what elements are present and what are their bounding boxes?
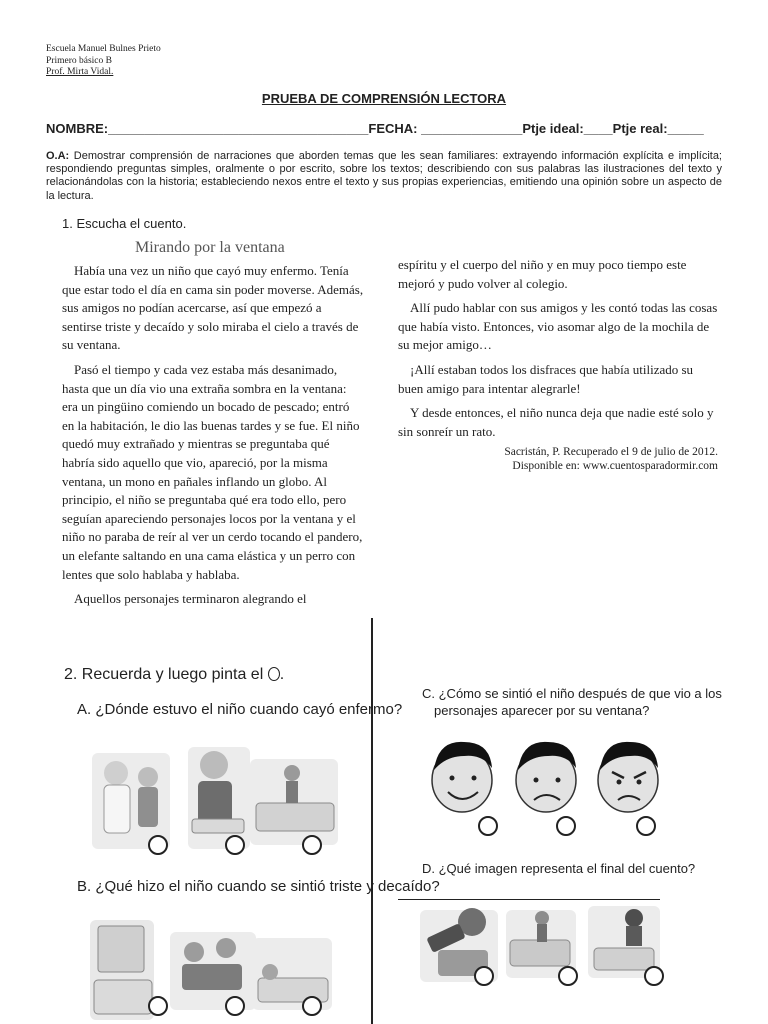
question-c <box>422 685 722 719</box>
question-c-line-2: personajes aparecer por su ventana? <box>434 703 650 718</box>
story-paragraph-1: Había una vez un niño que cayó muy enfermo. Tenía que estar todo el día en cama sin poder moverse. Además, sus amigos no podían acercarse, así que empezó a sentirse triste y decaído y solo miraba el cielo a través de su ventana. <box>62 263 364 353</box>
story-left-column <box>62 262 364 609</box>
answer-b2-circle[interactable] <box>225 996 245 1016</box>
child-in-bed-image <box>250 759 338 845</box>
answer-a3-circle[interactable] <box>302 835 322 855</box>
teacher: Prof. Mirta Vidal. <box>46 67 114 77</box>
answer-b1-circle[interactable] <box>148 996 168 1016</box>
story-paragraph-3: Aquellos personajes terminaron alegrando el <box>74 591 307 607</box>
school-name: Escuela Manuel Bulnes Prieto <box>46 44 161 54</box>
column-divider <box>371 618 373 1024</box>
grade: Primero básico B <box>46 55 112 66</box>
story-paragraph-4: espíritu y el cuerpo del niño y en muy poco tiempo este mejoró y pudo volver al colegio. <box>398 257 687 291</box>
answer-d3-circle[interactable] <box>644 966 664 986</box>
question-d-images <box>418 904 672 984</box>
school-header <box>46 44 161 79</box>
story-right-column <box>398 256 718 473</box>
kids-playing-image <box>170 932 256 1010</box>
question-c-faces <box>428 734 668 818</box>
question-a: A. ¿Dónde estuvo el niño cuando cayó enfermo? <box>77 701 403 718</box>
answer-d2-circle[interactable] <box>558 966 578 986</box>
boy-reading-image <box>188 747 250 849</box>
objective-label: O.A: <box>46 150 70 162</box>
answer-c3-circle[interactable] <box>636 816 656 836</box>
question-d-divider <box>398 899 660 900</box>
question-b: B. ¿Qué hizo el niño cuando se sintió triste y decaído? <box>77 878 440 895</box>
story-title: Mirando por la ventana <box>135 239 285 256</box>
answer-a1-circle[interactable] <box>148 835 168 855</box>
answer-d1-circle[interactable] <box>474 966 494 986</box>
question-d: D. ¿Qué imagen representa el final del cuento? <box>422 861 696 876</box>
answer-c2-circle[interactable] <box>556 816 576 836</box>
step-2-instruction: 2. Recuerda y luego pinta el . <box>64 666 285 683</box>
sad-face-icon <box>516 742 576 812</box>
circle-icon <box>268 667 280 681</box>
story-paragraph-6: ¡Allí estaban todos los disfraces que había utilizado su buen amigo para intentar alegrarle! <box>398 361 694 396</box>
reference-line-2: Disponible en: www.cuentosparadormir.com <box>512 460 718 473</box>
looking-window-image <box>90 920 154 1020</box>
answer-a2-circle[interactable] <box>225 835 245 855</box>
answer-b3-circle[interactable] <box>302 996 322 1016</box>
story-reference <box>398 445 718 473</box>
story-paragraph-7: Y desde entonces, el niño nunca deja que nadie esté solo y sin sonreír un rato. <box>398 405 714 439</box>
name-date-score-line: NOMBRE:____________________________________FECHA: ______________Ptje ideal:____Ptje real:_____ <box>46 121 704 136</box>
happy-face-icon <box>432 742 492 812</box>
angry-face-icon <box>598 742 658 812</box>
page-title: PRUEBA DE COMPRENSIÓN LECTORA <box>261 91 507 106</box>
story-paragraph-2: Pasó el tiempo y cada vez estaba más desanimado, hasta que un día vio una extraña sombra en la ventana: era un pingüino comiendo un bocado de pescado; entró en la habitación, le dio las buenas tardes y se fue. El niño quedó muy extrañado y mientras se preguntaba qué habría sido aquello que vio, apareció, por la misma ventana, un mono en pañales inflando un globo. Al principio, el niño se preguntaba qué era todo ello, pero seguían apareciendo personajes locos por la ventana y el niño no paraba de reír al ver un cerdo tocando el pandero, un elefante saltando en una cama elástica y un perro con lentes que solo hablaba y hablaba. <box>62 361 363 582</box>
objective-text: Demostrar comprensión de narraciones que aborden temas que les sean familiares: extrayendo información explícita e implícita; respondiendo preguntas simples, oralmente o por escrito, sobre los textos; describiendo con sus palabras las ilustraciones del texto y relacionándolas con la historia; estableciendo nexos entre el texto y sus propias experiencias, emitiendo una opinión sobre un aspecto de la lectura. <box>46 150 722 202</box>
answer-c1-circle[interactable] <box>478 816 498 836</box>
step-1-instruction: 1. Escucha el cuento. <box>62 216 187 231</box>
story-paragraph-5: Allí pudo hablar con sus amigos y les contó todas las cosas que había visto. Entonces, vio asomar algo de la mochila de su mejor amigo… <box>398 300 718 353</box>
step-2-text: 2. Recuerda y luego pinta el <box>64 666 264 683</box>
question-c-line-1: C. ¿Cómo se sintió el niño después de que vio a los <box>422 686 722 701</box>
reference-line-1: Sacristán, P. Recuperado el 9 de julio de 2012. <box>504 446 718 459</box>
learning-objective <box>46 150 722 203</box>
